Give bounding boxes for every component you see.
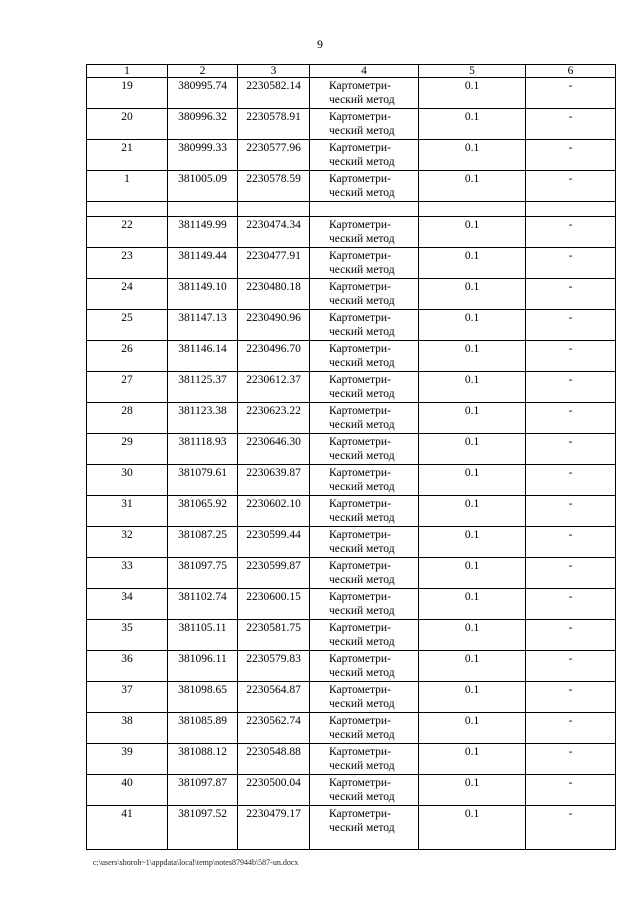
table-row: [87, 310, 616, 341]
y-coordinate-cell: 2230602.10: [238, 496, 310, 527]
point-number-cell: 37: [87, 682, 168, 713]
description-cell: -: [526, 496, 616, 527]
method-cell: Картометри- ческий метод: [310, 806, 419, 850]
accuracy-cell: 0.1: [419, 310, 526, 341]
accuracy-cell: 0.1: [419, 806, 526, 850]
header-cell-3: 3: [238, 65, 310, 78]
description-cell: -: [526, 341, 616, 372]
y-coordinate-cell: 2230564.87: [238, 682, 310, 713]
description-cell: -: [526, 109, 616, 140]
table-row: [87, 341, 616, 372]
table-row: [87, 620, 616, 651]
point-number-cell: 29: [87, 434, 168, 465]
contour-separator-row: [87, 202, 616, 217]
x-coordinate-cell: 381097.52: [168, 806, 238, 850]
header-row: [87, 65, 616, 78]
description-cell: -: [526, 140, 616, 171]
table-row: [87, 589, 616, 620]
y-coordinate-cell: 2230548.88: [238, 744, 310, 775]
x-coordinate-cell: 381149.44: [168, 248, 238, 279]
table-row: [87, 140, 616, 171]
method-cell: Картометри- ческий метод: [310, 651, 419, 682]
method-cell: Картометри- ческий метод: [310, 527, 419, 558]
method-cell: Картометри- ческий метод: [310, 713, 419, 744]
y-coordinate-cell: 2230500.04: [238, 775, 310, 806]
y-coordinate-cell: 2230599.87: [238, 558, 310, 589]
table-row: [87, 465, 616, 496]
accuracy-cell: 0.1: [419, 775, 526, 806]
y-coordinate-cell: 2230477.91: [238, 248, 310, 279]
method-cell: Картометри- ческий метод: [310, 171, 419, 202]
coordinates-table: [86, 64, 616, 850]
description-cell: -: [526, 527, 616, 558]
page-number: 9: [317, 37, 323, 51]
description-cell: -: [526, 620, 616, 651]
point-number-cell: 28: [87, 403, 168, 434]
accuracy-cell: 0.1: [419, 496, 526, 527]
x-coordinate-cell: 381146.14: [168, 341, 238, 372]
empty-cell: [310, 202, 419, 217]
method-cell: Картометри- ческий метод: [310, 744, 419, 775]
y-coordinate-cell: 2230490.96: [238, 310, 310, 341]
accuracy-cell: 0.1: [419, 171, 526, 202]
point-number-cell: 33: [87, 558, 168, 589]
method-cell: Картометри- ческий метод: [310, 341, 419, 372]
x-coordinate-cell: 381118.93: [168, 434, 238, 465]
description-cell: -: [526, 744, 616, 775]
y-coordinate-cell: 2230577.96: [238, 140, 310, 171]
point-number-cell: 20: [87, 109, 168, 140]
accuracy-cell: 0.1: [419, 372, 526, 403]
point-number-cell: 41: [87, 806, 168, 850]
method-cell: Картометри- ческий метод: [310, 403, 419, 434]
table-row: [87, 372, 616, 403]
x-coordinate-cell: 381098.65: [168, 682, 238, 713]
point-number-cell: 25: [87, 310, 168, 341]
point-number-cell: 31: [87, 496, 168, 527]
header-cell-4: 4: [310, 65, 419, 78]
accuracy-cell: 0.1: [419, 558, 526, 589]
method-cell: Картометри- ческий метод: [310, 217, 419, 248]
method-cell: Картометри- ческий метод: [310, 248, 419, 279]
x-coordinate-cell: 380996.32: [168, 109, 238, 140]
accuracy-cell: 0.1: [419, 403, 526, 434]
empty-cell: [87, 202, 168, 217]
y-coordinate-cell: 2230496.70: [238, 341, 310, 372]
method-cell: Картометри- ческий метод: [310, 434, 419, 465]
method-cell: Картометри- ческий метод: [310, 279, 419, 310]
empty-cell: [238, 202, 310, 217]
accuracy-cell: 0.1: [419, 248, 526, 279]
description-cell: -: [526, 434, 616, 465]
x-coordinate-cell: 381087.25: [168, 527, 238, 558]
table-row: [87, 403, 616, 434]
table-row: [87, 434, 616, 465]
point-number-cell: 39: [87, 744, 168, 775]
description-cell: -: [526, 775, 616, 806]
table-row: [87, 78, 616, 109]
y-coordinate-cell: 2230578.59: [238, 171, 310, 202]
accuracy-cell: 0.1: [419, 713, 526, 744]
description-cell: -: [526, 279, 616, 310]
description-cell: -: [526, 78, 616, 109]
x-coordinate-cell: 381105.11: [168, 620, 238, 651]
point-number-cell: 19: [87, 78, 168, 109]
x-coordinate-cell: 381005.09: [168, 171, 238, 202]
description-cell: -: [526, 651, 616, 682]
accuracy-cell: 0.1: [419, 341, 526, 372]
table-row: [87, 806, 616, 850]
accuracy-cell: 0.1: [419, 78, 526, 109]
x-coordinate-cell: 380995.74: [168, 78, 238, 109]
table-row: [87, 682, 616, 713]
y-coordinate-cell: 2230582.14: [238, 78, 310, 109]
x-coordinate-cell: 381097.87: [168, 775, 238, 806]
method-cell: Картометри- ческий метод: [310, 465, 419, 496]
table-row: [87, 248, 616, 279]
x-coordinate-cell: 381149.10: [168, 279, 238, 310]
y-coordinate-cell: 2230623.22: [238, 403, 310, 434]
header-cell-1: 1: [87, 65, 168, 78]
empty-cell: [526, 202, 616, 217]
y-coordinate-cell: 2230474.34: [238, 217, 310, 248]
table-row: [87, 527, 616, 558]
y-coordinate-cell: 2230578.91: [238, 109, 310, 140]
point-number-cell: 38: [87, 713, 168, 744]
description-cell: -: [526, 403, 616, 434]
point-number-cell: 34: [87, 589, 168, 620]
description-cell: -: [526, 217, 616, 248]
accuracy-cell: 0.1: [419, 651, 526, 682]
description-cell: -: [526, 682, 616, 713]
y-coordinate-cell: 2230599.44: [238, 527, 310, 558]
table-row: [87, 651, 616, 682]
method-cell: Картометри- ческий метод: [310, 496, 419, 527]
accuracy-cell: 0.1: [419, 589, 526, 620]
table-row: [87, 279, 616, 310]
x-coordinate-cell: 381149.99: [168, 217, 238, 248]
description-cell: -: [526, 806, 616, 850]
header-cell-6: 6: [526, 65, 616, 78]
x-coordinate-cell: 381147.13: [168, 310, 238, 341]
table-row: [87, 109, 616, 140]
point-number-cell: 24: [87, 279, 168, 310]
accuracy-cell: 0.1: [419, 744, 526, 775]
accuracy-cell: 0.1: [419, 465, 526, 496]
table-row: [87, 171, 616, 202]
y-coordinate-cell: 2230480.18: [238, 279, 310, 310]
empty-cell: [419, 202, 526, 217]
table-row: [87, 217, 616, 248]
table-row: [87, 558, 616, 589]
accuracy-cell: 0.1: [419, 279, 526, 310]
description-cell: -: [526, 310, 616, 341]
method-cell: Картометри- ческий метод: [310, 140, 419, 171]
x-coordinate-cell: 381125.37: [168, 372, 238, 403]
method-cell: Картометри- ческий метод: [310, 372, 419, 403]
y-coordinate-cell: 2230479.17: [238, 806, 310, 850]
accuracy-cell: 0.1: [419, 620, 526, 651]
accuracy-cell: 0.1: [419, 217, 526, 248]
y-coordinate-cell: 2230581.75: [238, 620, 310, 651]
x-coordinate-cell: 381102.74: [168, 589, 238, 620]
point-number-cell: 22: [87, 217, 168, 248]
method-cell: Картометри- ческий метод: [310, 620, 419, 651]
description-cell: -: [526, 248, 616, 279]
accuracy-cell: 0.1: [419, 527, 526, 558]
point-number-cell: 36: [87, 651, 168, 682]
point-number-cell: 21: [87, 140, 168, 171]
y-coordinate-cell: 2230612.37: [238, 372, 310, 403]
x-coordinate-cell: 381088.12: [168, 744, 238, 775]
point-number-cell: 30: [87, 465, 168, 496]
y-coordinate-cell: 2230639.87: [238, 465, 310, 496]
x-coordinate-cell: 381096.11: [168, 651, 238, 682]
table-row: [87, 496, 616, 527]
x-coordinate-cell: 381097.75: [168, 558, 238, 589]
method-cell: Картометри- ческий метод: [310, 78, 419, 109]
x-coordinate-cell: 381085.89: [168, 713, 238, 744]
x-coordinate-cell: 381123.38: [168, 403, 238, 434]
method-cell: Картометри- ческий метод: [310, 775, 419, 806]
y-coordinate-cell: 2230579.83: [238, 651, 310, 682]
method-cell: Картометри- ческий метод: [310, 589, 419, 620]
table-row: [87, 744, 616, 775]
point-number-cell: 1: [87, 171, 168, 202]
y-coordinate-cell: 2230646.30: [238, 434, 310, 465]
accuracy-cell: 0.1: [419, 109, 526, 140]
method-cell: Картометри- ческий метод: [310, 310, 419, 341]
y-coordinate-cell: 2230600.15: [238, 589, 310, 620]
point-number-cell: 23: [87, 248, 168, 279]
point-number-cell: 32: [87, 527, 168, 558]
header-cell-5: 5: [419, 65, 526, 78]
description-cell: -: [526, 589, 616, 620]
accuracy-cell: 0.1: [419, 682, 526, 713]
method-cell: Картометри- ческий метод: [310, 558, 419, 589]
description-cell: -: [526, 713, 616, 744]
description-cell: -: [526, 558, 616, 589]
table-row: [87, 775, 616, 806]
description-cell: -: [526, 465, 616, 496]
point-number-cell: 26: [87, 341, 168, 372]
method-cell: Картометри- ческий метод: [310, 109, 419, 140]
header-cell-2: 2: [168, 65, 238, 78]
table-row: [87, 713, 616, 744]
accuracy-cell: 0.1: [419, 434, 526, 465]
x-coordinate-cell: 380999.33: [168, 140, 238, 171]
accuracy-cell: 0.1: [419, 140, 526, 171]
x-coordinate-cell: 381079.61: [168, 465, 238, 496]
method-cell: Картометри- ческий метод: [310, 682, 419, 713]
point-number-cell: 40: [87, 775, 168, 806]
point-number-cell: 27: [87, 372, 168, 403]
y-coordinate-cell: 2230562.74: [238, 713, 310, 744]
point-number-cell: 35: [87, 620, 168, 651]
description-cell: -: [526, 171, 616, 202]
description-cell: -: [526, 372, 616, 403]
file-path-footer: c:\users\shoroh~1\appdata\local\temp\notes87944b\587-un.docx: [93, 858, 299, 867]
x-coordinate-cell: 381065.92: [168, 496, 238, 527]
empty-cell: [168, 202, 238, 217]
